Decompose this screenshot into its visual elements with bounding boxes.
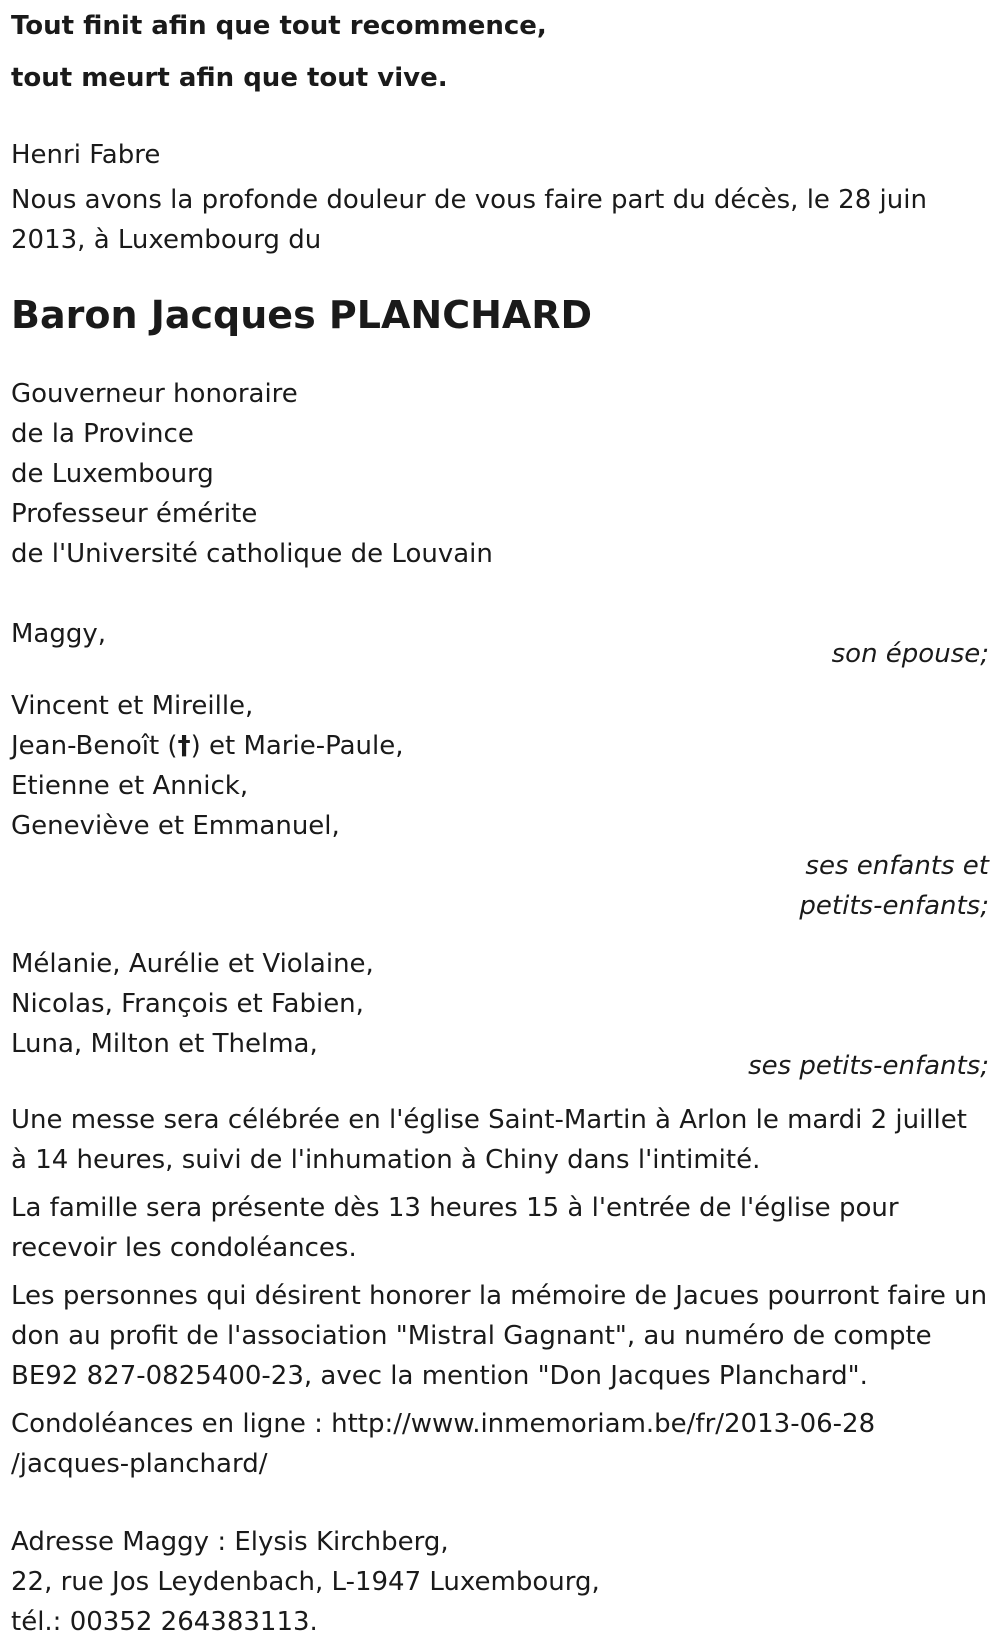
title-line: de la Province (11, 419, 194, 449)
family-role-line: ses petits-enfants; (748, 1051, 989, 1081)
title-line: Professeur émérite (11, 499, 258, 529)
family-name-line: Jean-Benoît (†) et Marie-Paule, (11, 731, 404, 761)
address-line: tél.: 00352 264383113. (11, 1607, 318, 1637)
family-group-grandchildren (11, 944, 989, 1086)
family-name-line: Geneviève et Emmanuel, (11, 811, 340, 841)
epigraph-line-2: tout meurt afin que tout vive. (11, 63, 448, 93)
deceased-titles (11, 374, 989, 574)
title-line: de l'Université catholique de Louvain (11, 539, 493, 569)
epigraph-author: Henri Fabre (11, 140, 161, 170)
obituary-page (11, 0, 989, 1642)
mass-announcement: Une messe sera célébrée en l'église Saint-Martin à Arlon le mardi 2 juillet à 14 heures, suivi de l'inhumation à Chiny dans l'intimité. (11, 1105, 967, 1175)
condolences-reception: La famille sera présente dès 13 heures 15 à l'entrée de l'église pour recevoir les condoléances. (11, 1193, 899, 1263)
title-line: de Luxembourg (11, 459, 214, 489)
family-name-line: Etienne et Annick, (11, 771, 249, 801)
family-name-line: Maggy, (11, 619, 107, 649)
family-name-line: Nicolas, François et Fabien, (11, 989, 364, 1019)
family-name-line: Vincent et Mireille, (11, 691, 254, 721)
epigraph-quote (11, 0, 989, 104)
deceased-name: Baron Jacques PLANCHARD (11, 293, 593, 337)
family-name-line: Luna, Milton et Thelma, (11, 1029, 318, 1059)
family-names (11, 686, 989, 846)
family-role (11, 846, 989, 926)
announcement-intro: Nous avons la profonde douleur de vous faire part du décès, le 28 juin 2013, à Luxembourg du (11, 185, 927, 255)
family-role-line: son épouse; (831, 639, 989, 669)
title-line: Gouverneur honoraire (11, 379, 298, 409)
cross-icon: † (177, 731, 191, 761)
widow-address (11, 1522, 989, 1642)
family-role-line: ses enfants et (805, 851, 989, 881)
family-role (11, 634, 989, 674)
family-name-line: Mélanie, Aurélie et Violaine, (11, 949, 374, 979)
online-condolences: Condoléances en ligne : http://www.inmemoriam.be/fr/2013-06-28 /jacques-planchard/ (11, 1409, 876, 1479)
address-line: 22, rue Jos Leydenbach, L-1947 Luxembourg, (11, 1567, 600, 1597)
address-line: Adresse Maggy : Elysis Kirchberg, (11, 1527, 449, 1557)
donation-info: Les personnes qui désirent honorer la mémoire de Jacues pourront faire un don au profit de l'association "Mistral Gagnant", au numéro de compte BE92 827-0825400-23, avec la mention "Don Jacques Planchard". (11, 1281, 988, 1391)
epigraph-line-1: Tout finit afin que tout recommence, (11, 11, 547, 41)
family-group-spouse (11, 614, 989, 674)
family-role-line: petits-enfants; (799, 891, 989, 921)
family-group-children (11, 686, 989, 926)
